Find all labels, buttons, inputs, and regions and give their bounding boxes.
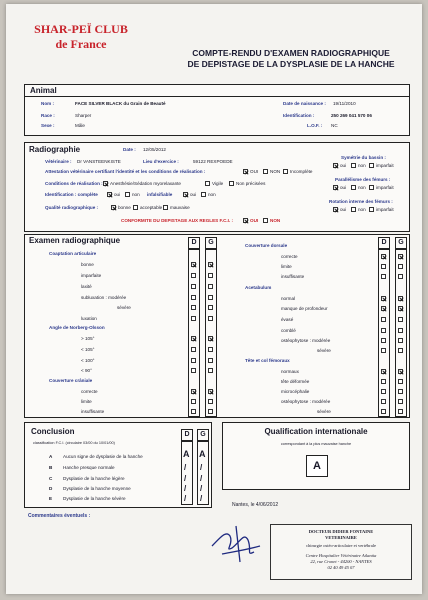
vet-label: Vétérinaire : [45, 159, 72, 164]
concl-b-d-value: / [184, 463, 187, 472]
stamp-line-5: 22, rue Cronet - 44200 - NANTES [310, 559, 372, 564]
cond-vigile-checkbox[interactable] [205, 181, 210, 186]
norberg-gt105-g-checkbox[interactable] [208, 336, 213, 341]
sym-non-label: non [358, 163, 366, 168]
acet-profondeur-g-checkbox[interactable] [398, 306, 403, 311]
acet-normal-label: normal [281, 296, 296, 301]
par-label: Parallélisme des fémurs : [335, 177, 391, 182]
radiographie-section [24, 142, 410, 232]
coapt-heading: Coaptation articulaire [49, 251, 97, 256]
acet-evase-label: évasé [281, 317, 294, 322]
document-title [166, 48, 416, 70]
couv-dors-correcte-label: correcte [281, 254, 298, 259]
left-col-d-header: D [188, 237, 200, 249]
acet-normal-d-checkbox[interactable] [381, 296, 386, 301]
cond-nonprecisees-label: Non précisées [236, 181, 266, 186]
cond-vigile-label: Vigile [212, 181, 224, 186]
name-label: Nom : [41, 101, 55, 106]
tete-microcephalie-label: microcéphalie [281, 389, 310, 394]
qualification-subtitle: correspondant à la plus mauvaise hanche [280, 442, 352, 446]
tete-normaux-label: normaux [281, 369, 299, 374]
coapt-luxation-label: luxation [81, 316, 97, 321]
comments-label: Commentaires éventuels : [28, 513, 91, 519]
concl-a-g-value: A [199, 449, 206, 459]
concl-d-text: Dysplasie de la hanche moyenne [63, 486, 131, 491]
acet-comble-label: comblé [281, 328, 296, 333]
norberg-lt100-d-checkbox[interactable] [191, 358, 196, 363]
signature-date: Nantes, le 4/06/2012 [232, 502, 279, 508]
couv-cran-limite-g-checkbox[interactable] [208, 399, 213, 404]
qual-mauvaise-checkbox[interactable] [163, 205, 168, 210]
tete-deformee-g-checkbox[interactable] [398, 379, 403, 384]
concl-d-letter: D [49, 486, 53, 491]
acet-osteo-severe-g-checkbox[interactable] [398, 348, 403, 353]
stamp-line-4: Centre Hospitalier Vétérinaire Atlantia [305, 553, 377, 558]
par-oui-label: oui [340, 185, 347, 190]
coapt-laxite-d-checkbox[interactable] [191, 284, 196, 289]
sym-imparfait-label: imparfait [376, 163, 394, 168]
qual-label: Qualité radiographique : [45, 205, 99, 210]
couv-dors-correcte-g-checkbox[interactable] [398, 254, 403, 259]
attest-non-label: NON [270, 169, 281, 174]
rot-label: Rotation interne des fémurs : [329, 199, 393, 204]
acet-evase-d-checkbox[interactable] [381, 317, 386, 322]
couv-dors-correcte-d-checkbox[interactable] [381, 254, 386, 259]
right-col-d-header: D [378, 237, 390, 249]
veterinarian-stamp [270, 524, 412, 580]
ident-oui-label: oui [114, 192, 121, 197]
couv-dors-insuffisante-d-checkbox[interactable] [381, 274, 386, 279]
conformite-label: CONFORMITE DU DEPISTAGE AUX REGLES F.C.I. : [121, 218, 234, 223]
qual-bonne-label: bonne [118, 205, 131, 210]
concl-a-text: Aucun signe de dysplasie de la hanche [63, 454, 143, 459]
race-label: Race : [41, 113, 55, 118]
cond-nonprecisees-checkbox[interactable] [229, 181, 234, 186]
rot-non-checkbox[interactable] [351, 207, 356, 212]
conformite-oui-label: OUI [250, 218, 259, 223]
par-imparfait-label: imparfait [376, 185, 394, 190]
coapt-imparfaite-d-checkbox[interactable] [191, 273, 196, 278]
coapt-subluxation-d-checkbox[interactable] [191, 295, 196, 300]
tete-deformee-label: tête déformée [281, 379, 310, 384]
couv-cran-correcte-d-checkbox[interactable] [191, 389, 196, 394]
vet-name: Dr VANSTEENKISTE [77, 159, 121, 164]
attest-incomplete-label: Incomplète [290, 169, 313, 174]
couv-cran-correcte-label: correcte [81, 389, 98, 394]
ident-non-label: non [132, 192, 140, 197]
id-label: Identification : [283, 113, 315, 118]
tete-osteo-moderee-label: ostéophytose : modérée [281, 399, 331, 404]
infal-label: infalsifiable [147, 192, 173, 197]
animal-lof: NC [331, 123, 338, 128]
tete-deformee-d-checkbox[interactable] [381, 379, 386, 384]
acet-evase-g-checkbox[interactable] [398, 317, 403, 322]
acet-normal-g-checkbox[interactable] [398, 296, 403, 301]
norberg-lt105-g-checkbox[interactable] [208, 347, 213, 352]
cond-anesthesie-label: Anesthésie/Sédation myorelaxante [110, 181, 181, 186]
norberg-lt90-g-checkbox[interactable] [208, 368, 213, 373]
norberg-heading: Angle de Norberg-Olsson [49, 325, 105, 330]
qual-acceptable-label: acceptable [140, 205, 163, 210]
attest-non-checkbox[interactable] [263, 169, 268, 174]
sym-label: Symétrie du bassin : [341, 155, 386, 160]
concl-e-d-value: / [184, 494, 187, 503]
concl-col-d-header: D [181, 429, 193, 441]
qual-mauvaise-label: mauvaise [170, 205, 190, 210]
coapt-severe-g-checkbox[interactable] [208, 305, 213, 310]
conformite-oui-checkbox[interactable] [243, 218, 248, 223]
lieu-label: Lieu d'exercice : [143, 159, 179, 164]
conformite-non-checkbox[interactable] [263, 218, 268, 223]
concl-d-g-value: / [200, 484, 203, 493]
examen-section [24, 234, 410, 418]
sexe-label: Sexe : [41, 123, 55, 128]
stamp-line-1: DOCTEUR DIDIER FONTAINE [308, 529, 374, 534]
tete-osteo-moderee-d-checkbox[interactable] [381, 399, 386, 404]
sym-oui-label: oui [340, 163, 347, 168]
qualification-grade: A [306, 455, 328, 477]
concl-a-d-value: A [183, 449, 190, 459]
acet-osteo-moderee-d-checkbox[interactable] [381, 338, 386, 343]
concl-c-text: Dysplasie de la hanche légère [63, 476, 125, 481]
par-oui-checkbox[interactable] [333, 185, 338, 190]
conclusion-subtitle: classification F.C.I. (circulaire 03/00 du 10/01/00) [33, 441, 115, 445]
infal-non-checkbox[interactable] [201, 192, 206, 197]
coapt-subluxation-g-checkbox[interactable] [208, 295, 213, 300]
infal-oui-checkbox[interactable] [183, 192, 188, 197]
norberg-lt105-label: < 105° [81, 347, 95, 352]
norberg-lt100-label: < 100° [81, 358, 95, 363]
tete-osteo-severe-label: sévère [317, 409, 331, 414]
tete-normaux-d-checkbox[interactable] [381, 369, 386, 374]
club-logo [16, 22, 146, 52]
signature-scribble [206, 516, 266, 566]
par-imparfait-checkbox[interactable] [369, 185, 374, 190]
couv-cran-insuffisante-d-checkbox[interactable] [191, 409, 196, 414]
tete-osteo-severe-d-checkbox[interactable] [381, 409, 386, 414]
coapt-bonne-label: bonne [81, 262, 94, 267]
coapt-bonne-d-checkbox[interactable] [191, 262, 196, 267]
norberg-lt105-d-checkbox[interactable] [191, 347, 196, 352]
cond-label: Conditions de réalisation : [45, 181, 103, 186]
couv-cran-heading: Couverture crâniale [49, 378, 93, 383]
tete-heading: Tête et col fémoraux [245, 358, 290, 363]
coapt-luxation-d-checkbox[interactable] [191, 316, 196, 321]
qualification-title: Qualification internationale [264, 427, 368, 436]
radio-date-label: Date : [123, 147, 136, 152]
concl-b-text: Hanche presque normale [63, 465, 115, 470]
coapt-laxite-label: laxité [81, 284, 92, 289]
coapt-laxite-g-checkbox[interactable] [208, 284, 213, 289]
qual-bonne-checkbox[interactable] [111, 205, 116, 210]
couv-cran-correcte-g-checkbox[interactable] [208, 389, 213, 394]
concl-c-letter: C [49, 476, 53, 481]
acet-osteo-moderee-label: ostéophytose : modérée [281, 338, 331, 343]
acet-osteo-severe-label: sévère [317, 348, 331, 353]
couv-dors-limite-g-checkbox[interactable] [398, 264, 403, 269]
rot-imparfait-checkbox[interactable] [369, 207, 374, 212]
couv-dors-insuffisante-label: insuffisante [281, 274, 305, 279]
couv-cran-insuffisante-label: insuffisante [81, 409, 105, 414]
acet-osteo-moderee-g-checkbox[interactable] [398, 338, 403, 343]
coapt-bonne-g-checkbox[interactable] [208, 262, 213, 267]
coapt-subluxation-label: subluxation : modérée [81, 295, 127, 300]
norberg-gt105-d-checkbox[interactable] [191, 336, 196, 341]
conformite-non-label: NON [270, 218, 281, 223]
attest-oui-checkbox[interactable] [243, 169, 248, 174]
animal-id: 250 269 041 570 06 [331, 113, 372, 118]
acet-comble-g-checkbox[interactable] [398, 328, 403, 333]
tete-osteo-severe-g-checkbox[interactable] [398, 409, 403, 414]
rot-non-label: non [358, 207, 366, 212]
ident-non-checkbox[interactable] [125, 192, 130, 197]
stamp-line-6: 02 40 49 45 07 [327, 565, 355, 570]
par-non-label: non [358, 185, 366, 190]
concl-a-letter: A [49, 454, 53, 459]
conclusion-title: Conclusion [31, 427, 75, 436]
left-col-g-header: G [205, 237, 217, 249]
acet-profondeur-d-checkbox[interactable] [381, 306, 386, 311]
sym-imparfait-checkbox[interactable] [369, 163, 374, 168]
acet-comble-d-checkbox[interactable] [381, 328, 386, 333]
animal-race: Sharpeï [75, 113, 92, 118]
club-name: SHAR-PEÏ CLUB [34, 22, 128, 36]
qual-acceptable-checkbox[interactable] [133, 205, 138, 210]
tete-normaux-g-checkbox[interactable] [398, 369, 403, 374]
infal-non-label: non [208, 192, 216, 197]
concl-e-letter: E [49, 496, 53, 501]
rot-oui-checkbox[interactable] [333, 207, 338, 212]
radio-date: 12/05/2012 [143, 147, 166, 152]
tete-microcephalie-d-checkbox[interactable] [381, 389, 386, 394]
right-col-g-header: G [395, 237, 407, 249]
animal-section [24, 84, 410, 136]
animal-header [25, 85, 409, 97]
concl-b-letter: B [49, 465, 53, 470]
couv-cran-limite-d-checkbox[interactable] [191, 399, 196, 404]
animal-dob: 19/11/2010 [333, 101, 356, 106]
ident-label: Identification : complète [45, 192, 98, 197]
tete-osteo-moderee-g-checkbox[interactable] [398, 399, 403, 404]
rot-oui-label: oui [340, 207, 347, 212]
coapt-imparfaite-label: imparfaite [81, 273, 102, 278]
lof-label: L.O.F. : [307, 123, 323, 128]
par-non-checkbox[interactable] [351, 185, 356, 190]
infal-oui-label: oui [190, 192, 197, 197]
coapt-severe-label: sévère [117, 305, 131, 310]
concl-d-d-value: / [184, 484, 187, 493]
couv-dors-limite-label: limite [281, 264, 292, 269]
qualification-section [222, 422, 410, 490]
club-country: de France [55, 37, 107, 51]
couv-cran-insuffisante-g-checkbox[interactable] [208, 409, 213, 414]
acet-profondeur-label: manque de profondeur [281, 306, 328, 311]
ident-oui-checkbox[interactable] [107, 192, 112, 197]
animal-name: FACE SILVER BLACK du Grain de Beauté [75, 101, 166, 106]
dob-label: Date de naissance : [283, 101, 326, 106]
tete-microcephalie-g-checkbox[interactable] [398, 389, 403, 394]
attest-label: Attestation vétérinaire certifiant l'identité et les conditions de réalisation : [45, 169, 206, 174]
title-line-2: DE DEPISTAGE DE LA DYSPLASIE DE LA HANCHE [187, 59, 395, 69]
animal-title: Animal [30, 86, 57, 95]
sym-non-checkbox[interactable] [351, 163, 356, 168]
concl-e-text: Dysplasie de la hanche sévère [63, 496, 126, 501]
attest-oui-label: OUI [250, 169, 259, 174]
couv-dors-limite-d-checkbox[interactable] [381, 264, 386, 269]
acet-heading: Acetabulum [245, 285, 272, 290]
norberg-lt90-d-checkbox[interactable] [191, 368, 196, 373]
sym-oui-checkbox[interactable] [333, 163, 338, 168]
stamp-line-3: chirurgie ostéo-articulaire et vertébrale [305, 543, 376, 548]
rot-imparfait-label: imparfait [376, 207, 394, 212]
animal-sexe: Mâle [75, 123, 85, 128]
acet-osteo-severe-d-checkbox[interactable] [381, 348, 386, 353]
concl-c-d-value: / [184, 474, 187, 483]
stamp-line-2: VETERINAIRE [325, 535, 357, 540]
title-line-1: COMPTE-RENDU D'EXAMEN RADIOGRAPHIQUE [192, 48, 390, 58]
coapt-severe-d-checkbox[interactable] [191, 305, 196, 310]
conclusion-section [24, 422, 212, 508]
norberg-lt90-label: < 90° [81, 368, 92, 373]
report-sheet [6, 4, 422, 594]
coapt-luxation-g-checkbox[interactable] [208, 316, 213, 321]
concl-e-g-value: / [200, 494, 203, 503]
coapt-imparfaite-g-checkbox[interactable] [208, 273, 213, 278]
concl-b-g-value: / [200, 463, 203, 472]
couv-dors-insuffisante-g-checkbox[interactable] [398, 274, 403, 279]
examen-title: Examen radiographique [29, 236, 121, 245]
radiographie-title: Radiographie [29, 145, 81, 154]
norberg-gt105-label: > 105° [81, 336, 95, 341]
lieu-value: 59122 REXPOEDE [193, 159, 233, 164]
couv-cran-limite-label: limite [81, 399, 92, 404]
attest-incomplete-checkbox[interactable] [283, 169, 288, 174]
concl-c-g-value: / [200, 474, 203, 483]
concl-col-g-header: G [197, 429, 209, 441]
norberg-lt100-g-checkbox[interactable] [208, 358, 213, 363]
cond-anesthesie-checkbox[interactable] [103, 181, 108, 186]
couv-dors-heading: Couverture dorsale [245, 243, 288, 248]
